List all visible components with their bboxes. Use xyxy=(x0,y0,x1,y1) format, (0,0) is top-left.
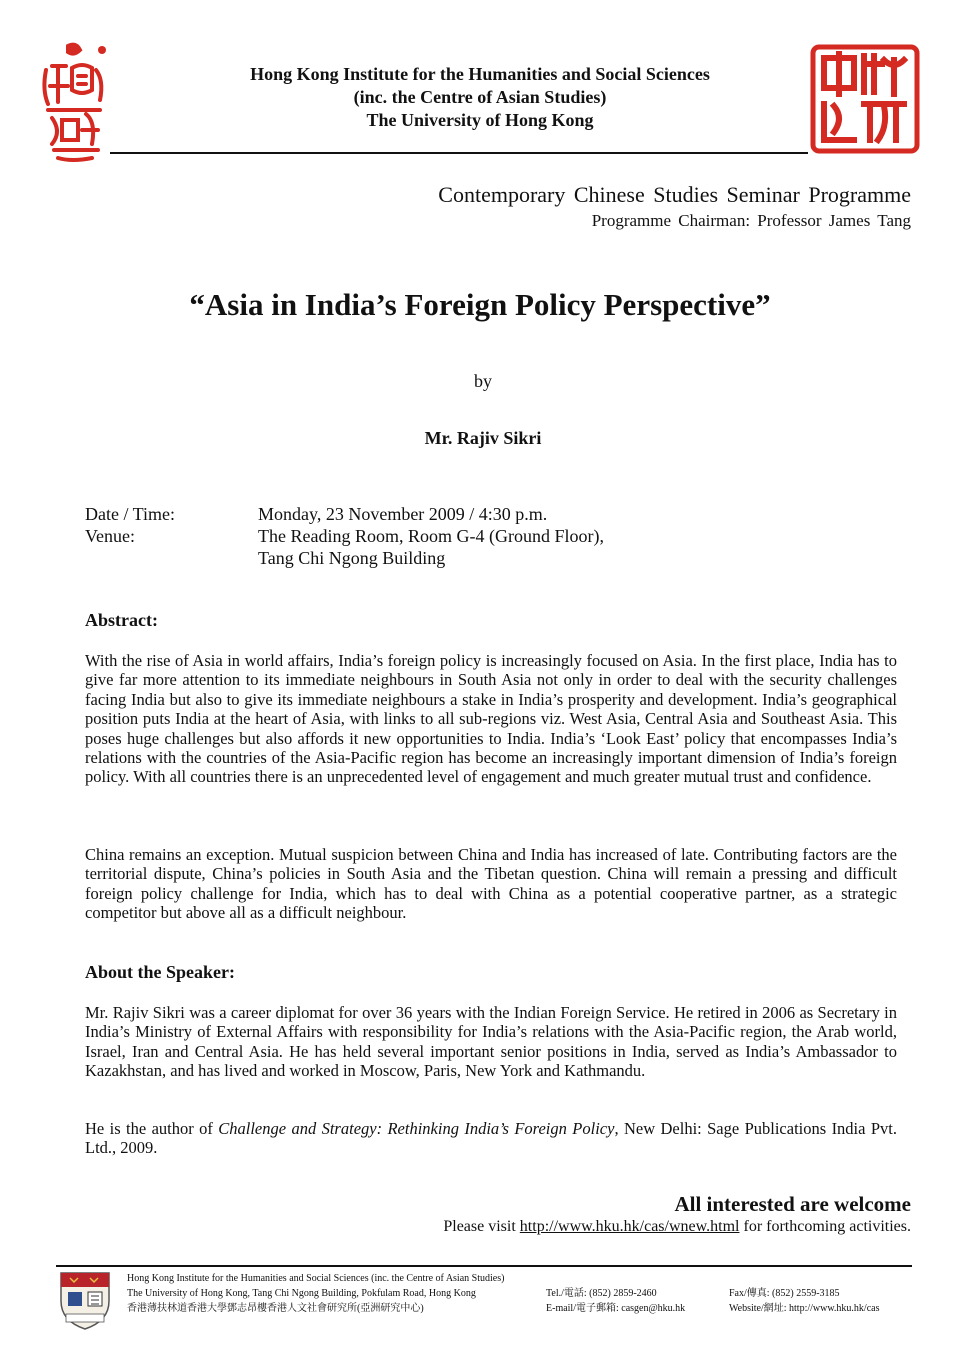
institute-subname: (inc. the Centre of Asian Studies) xyxy=(353,87,607,107)
abstract-heading: Abstract: xyxy=(85,610,158,630)
about-speaker-heading: About the Speaker: xyxy=(85,962,236,982)
footer-institute: Hong Kong Institute for the Humanities and Social Sciences (inc. the Centre of Asian Studies) xyxy=(127,1273,505,1284)
abstract-paragraph-2: China remains an exception. Mutual suspicion between China and India has increased of late. Contributing factors are the territorial dispute, China’s policies in South Asia and the Tibetan question. China will remain a pressing and difficult foreign policy challenge for India, which has to deal with China as a potential cooperative partner, as a strategic competitor but above all as a difficult neighbour. xyxy=(85,845,897,923)
left-seal-logo xyxy=(38,40,112,164)
footer-email: E-mail/電子郵箱: casgen@hku.hk xyxy=(546,1303,686,1314)
speaker-bio-paragraph: Mr. Rajiv Sikri was a career diplomat for over 36 years with the Indian Foreign Service. He retired in 2006 as Secretary in India’s Ministry of External Affairs with responsibility for India’s relations with the Asia-Pacific region, the Arab world, Israel, Iran and Central Asia. He has held several important senior positions in India, served as India’s Ambassador to Kazakhstan, and has lived and worked in Moscow, Paris, New York and Kathmandu. xyxy=(85,1003,897,1081)
right-seal-logo xyxy=(810,44,920,154)
venue-label: Venue: xyxy=(85,526,135,546)
book-publisher: , New Delhi: Sage Publications India Pvt. Ltd., 2009. xyxy=(85,1119,897,1158)
visit-line xyxy=(443,1218,911,1236)
header-divider xyxy=(110,152,808,154)
footer-address: The University of Hong Kong, Tang Chi Ngong Building, Pokfulam Road, Hong Kong xyxy=(127,1288,476,1299)
by-label: by xyxy=(474,371,492,391)
welcome-text: All interested are welcome xyxy=(674,1192,911,1216)
date-label: Date / Time: xyxy=(85,504,176,524)
visit-post: for forthcoming activities. xyxy=(739,1218,911,1235)
footer-address-chinese: 香港薄扶林道香港大學鄧志昂樓香港人文社會研究所(亞洲研究中心) xyxy=(127,1303,424,1314)
footer-fax: Fax/傳真: (852) 2559-3185 xyxy=(729,1288,840,1299)
book-intro: He is the author of xyxy=(85,1119,219,1138)
programme-chairman: Programme Chairman: Professor James Tang xyxy=(591,211,911,230)
visit-pre: Please visit xyxy=(443,1218,520,1235)
programme-title: Contemporary Chinese Studies Seminar Programme xyxy=(438,182,911,207)
seminar-title: “Asia in India’s Foreign Policy Perspective” xyxy=(189,287,771,322)
university-name: The University of Hong Kong xyxy=(366,110,594,130)
footer-tel: Tel./電話: (852) 2859-2460 xyxy=(546,1288,657,1299)
institute-name: Hong Kong Institute for the Humanities and Social Sciences xyxy=(250,64,710,84)
venue-line-1: The Reading Room, Room G-4 (Ground Floor), xyxy=(258,526,604,546)
hku-crest-icon xyxy=(58,1270,112,1332)
book-title: Challenge and Strategy: Rethinking India’s Foreign Policy xyxy=(218,1119,615,1138)
footer-website: Website/網址: http://www.hku.hk/cas xyxy=(729,1303,880,1314)
date-value: Monday, 23 November 2009 / 4:30 p.m. xyxy=(258,504,548,524)
activities-link[interactable]: http://www.hku.hk/cas/wnew.html xyxy=(519,1218,740,1235)
footer-divider xyxy=(56,1265,912,1267)
venue-line-2: Tang Chi Ngong Building xyxy=(258,548,446,568)
speaker-name: Mr. Rajiv Sikri xyxy=(424,428,542,448)
abstract-paragraph-1: With the rise of Asia in world affairs, India’s foreign policy is increasingly focused on Asia. In the first place, India has to give far more attention to its immediate neighbours in South Asia not only in order to deal with the security challenges facing India but also to give its immediate neighbours a stake in India’s prosperity and development. India’s geographical position puts India at the heart of Asia, with links to all sub-regions viz. West Asia, Central Asia and Southeast Asia. This poses huge challenges but also affords it new opportunities to India. India’s ‘Look East’ policy that encompasses India’s relations with the countries of the Asia-Pacific region has become an increasingly important dimension of India’s foreign policy. With all countries there is an unprecedented level of engagement and much greater mutual trust and confidence. xyxy=(85,651,897,787)
speaker-book-paragraph xyxy=(85,1119,897,1158)
